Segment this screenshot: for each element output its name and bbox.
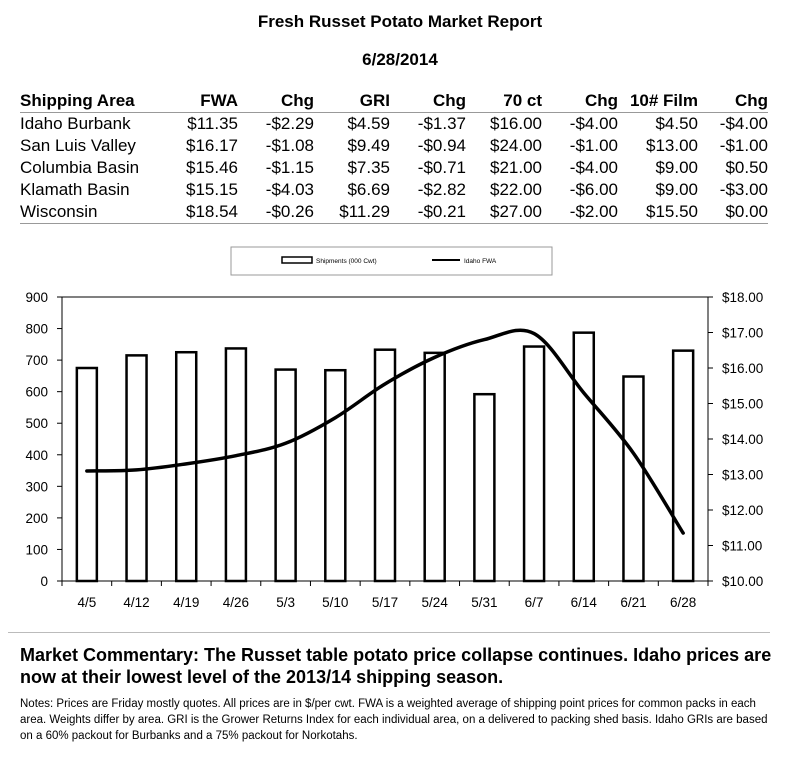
table-row	[20, 113, 768, 136]
table-row	[20, 135, 768, 157]
y-right-tick-label: $11.00	[722, 538, 763, 554]
y-right-tick-label: $10.00	[722, 574, 764, 589]
y-left-tick-label: 500	[25, 416, 48, 432]
table-cell: Wisconsin	[20, 201, 170, 224]
table-cell: Idaho Burbank	[20, 114, 131, 133]
col-header-70ct: 70 ct	[466, 88, 542, 113]
x-tick-label: 4/19	[173, 595, 200, 610]
y-left-tick-label: 900	[25, 290, 48, 305]
y-left-tick-label: 600	[25, 384, 48, 400]
table-cell: -$1.37	[417, 114, 466, 133]
x-tick-label: 6/28	[670, 595, 697, 610]
table-cell: $16.00	[490, 114, 542, 133]
shipments-bar	[623, 377, 643, 581]
x-tick-label: 4/12	[123, 595, 150, 610]
table-cell: $16.17	[186, 136, 238, 155]
y-left-tick-label: 800	[25, 321, 48, 337]
x-tick-label: 6/21	[620, 595, 647, 610]
table-cell: -$2.00	[542, 201, 618, 224]
x-tick-label: 5/17	[371, 595, 399, 610]
table-cell: -$1.08	[265, 136, 314, 155]
table-cell: $9.00	[655, 180, 698, 199]
table-cell: -$4.00	[569, 158, 618, 177]
shipments-bar	[226, 348, 246, 581]
x-tick-label: 5/31	[471, 595, 498, 610]
table-cell: $27.00	[466, 201, 542, 224]
y-right-tick-label: $15.00	[722, 396, 764, 412]
col-header-fwa-chg: Chg	[238, 88, 314, 113]
legend-box	[231, 247, 552, 275]
table-cell: -$2.29	[265, 114, 314, 133]
market-commentary: Market Commentary: The Russet table potato price collapse continues. Idaho prices are now at their lowest level of the 2013/14 shipping season.	[20, 645, 772, 687]
y-right-tick-label: $17.00	[722, 325, 764, 341]
shipments-bar	[425, 353, 445, 581]
table-cell: $0.50	[725, 158, 768, 177]
table-cell: $18.54	[170, 201, 238, 224]
x-tick-label: 6/7	[524, 595, 544, 610]
table-cell: $4.50	[655, 114, 698, 133]
y-left-tick-label: 400	[25, 447, 48, 463]
shipments-bar	[77, 368, 97, 581]
x-tick-label: 6/14	[570, 595, 597, 610]
table-cell: $15.15	[186, 180, 238, 199]
table-cell: -$0.21	[390, 201, 466, 224]
y-left-tick-label: 200	[25, 510, 48, 526]
legend-bar-label: Shipments (000 Cwt)	[316, 258, 377, 265]
table-cell: $11.29	[314, 201, 390, 224]
report-title: Fresh Russet Potato Market Report	[257, 12, 543, 31]
table-cell: Columbia Basin	[20, 158, 140, 177]
table-cell: -$4.03	[265, 180, 314, 199]
shipments-bar	[524, 347, 544, 581]
table-cell: $21.00	[490, 158, 542, 177]
col-header-fwa: FWA	[170, 88, 238, 113]
table-cell: $9.00	[655, 158, 698, 177]
y-left-tick-label: 700	[25, 353, 48, 369]
x-tick-label: 5/24	[421, 595, 448, 610]
table-row	[20, 179, 768, 201]
table-cell: -$4.00	[719, 114, 768, 133]
table-cell: $6.69	[347, 180, 390, 199]
table-cell: $11.35	[187, 114, 238, 133]
table-cell: -$0.94	[417, 136, 466, 155]
col-header-10lb-film: 10# Film	[618, 88, 698, 113]
table-cell: -$0.26	[238, 201, 314, 224]
shipments-bar	[574, 333, 594, 581]
shipments-fwa-chart	[0, 236, 800, 626]
y-right-tick-label: $13.00	[722, 467, 764, 483]
chart-legend	[231, 247, 552, 275]
y-left-tick-label: 0	[40, 574, 48, 589]
shipments-bar	[276, 370, 296, 581]
x-tick-label: 5/10	[322, 595, 349, 610]
report-date: 6/28/2014	[362, 50, 438, 69]
y-right-tick-label: $16.00	[722, 361, 764, 376]
x-tick-label: 4/26	[222, 595, 250, 610]
table-cell: $13.00	[646, 136, 698, 155]
y-right-tick-label: $18.00	[722, 290, 764, 305]
legend-line-label: Idaho FWA	[464, 258, 497, 265]
y-left-tick-label: 300	[25, 479, 48, 495]
table-row	[20, 201, 768, 224]
table-cell: -$2.82	[417, 180, 466, 199]
table-cell: $0.00	[698, 201, 768, 224]
table-cell: $24.00	[490, 136, 542, 155]
table-cell: -$4.00	[569, 114, 618, 133]
table-cell: $22.00	[490, 180, 542, 199]
table-cell: $7.35	[347, 158, 390, 177]
report-notes: Notes: Prices are Friday mostly quotes. All prices are in $/per cwt. FWA is a weighted average of shipping point prices for common packs in each area. Weights differ by area. GRI is the Grower Returns Index for each individual area, on a delivered to packing shed basis. Idaho GRIs are based on a 60% packout for Burbanks and a 75% packout for Norkotahs.	[20, 698, 768, 742]
shipments-bar	[474, 394, 494, 581]
table-cell: $15.46	[186, 158, 238, 177]
table-cell: -$3.00	[719, 180, 768, 199]
table-cell: -$1.00	[719, 136, 768, 155]
table-row	[20, 157, 768, 179]
price-table	[20, 88, 768, 224]
table-cell: -$1.00	[569, 136, 618, 155]
plot-area	[25, 290, 763, 610]
table-cell: -$1.15	[265, 158, 314, 177]
shipments-bar	[325, 370, 345, 581]
x-tick-label: 5/3	[276, 595, 296, 610]
table-cell: Klamath Basin	[20, 180, 130, 199]
table-cell: $4.59	[347, 114, 390, 133]
x-tick-label: 4/5	[77, 595, 97, 610]
table-cell: $15.50	[618, 201, 698, 224]
table-cell: San Luis Valley	[20, 136, 136, 155]
y-right-tick-label: $12.00	[722, 503, 764, 518]
table-cell: -$0.71	[417, 158, 466, 177]
legend-bar-swatch	[282, 257, 312, 263]
col-header-shipping-area: Shipping Area	[20, 88, 170, 113]
table-cell: -$6.00	[569, 180, 618, 199]
col-header-70ct-chg: Chg	[542, 88, 618, 113]
col-header-gri-chg: Chg	[390, 88, 466, 113]
section-divider	[8, 632, 770, 633]
col-header-10lb-film-chg: Chg	[698, 88, 768, 113]
y-left-tick-label: 100	[25, 542, 48, 558]
table-cell: $9.49	[347, 136, 390, 155]
price-table-header-row	[20, 88, 768, 113]
y-right-tick-label: $14.00	[722, 432, 764, 447]
col-header-gri: GRI	[314, 88, 390, 113]
shipments-bar	[673, 351, 693, 581]
